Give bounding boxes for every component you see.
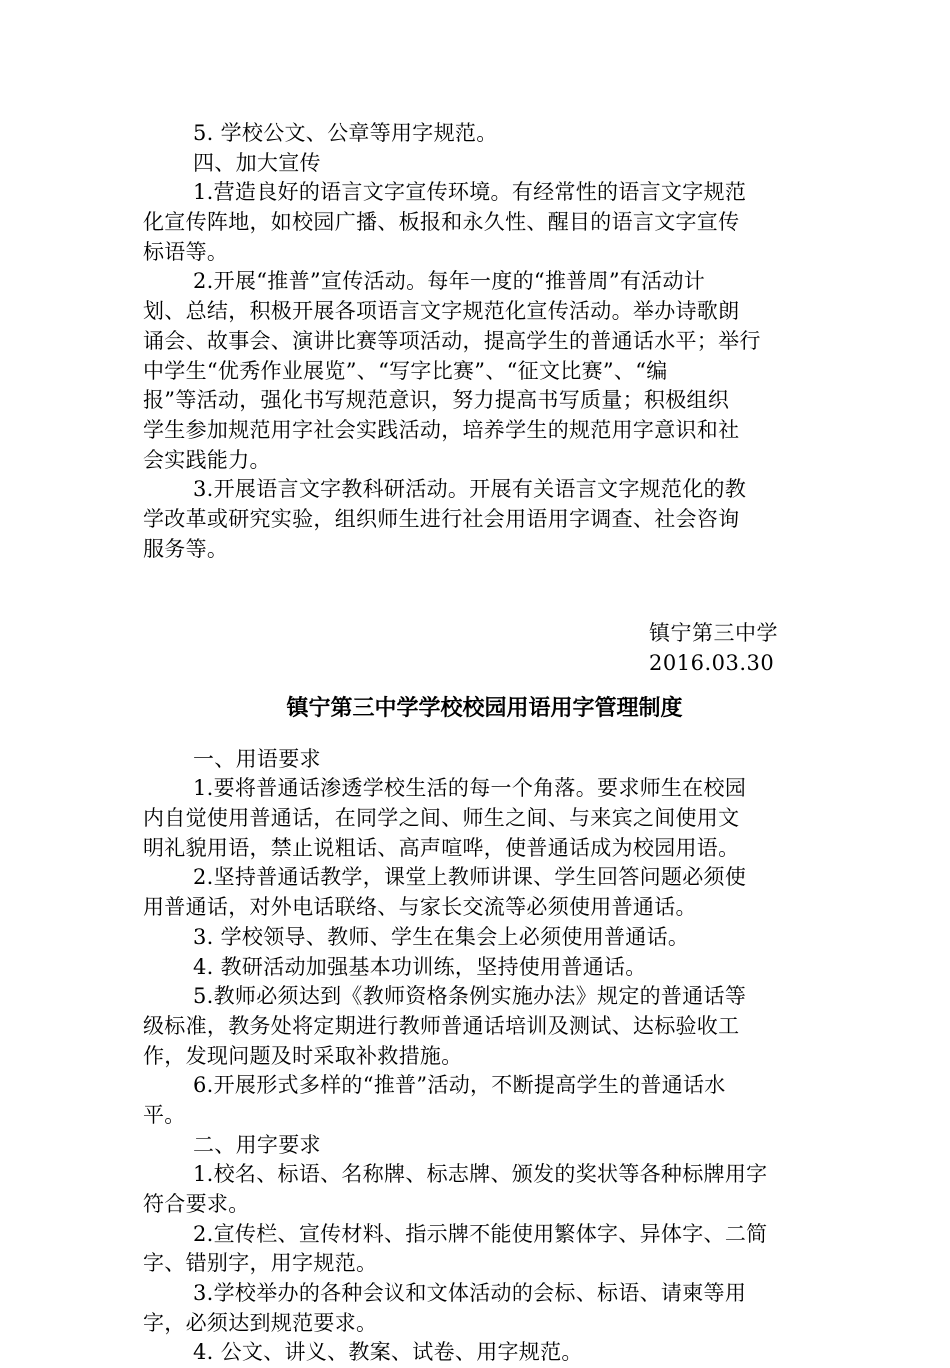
text-line: 3.开展语言文字教科研活动。开展有关语言文字规范化的教 bbox=[193, 477, 747, 502]
text-line: 二、用字要求 bbox=[193, 1132, 321, 1157]
text-line: 5.教师必须达到《教师资格条例实施办法》规定的普通话等 bbox=[193, 984, 747, 1009]
signature-org: 镇宁第三中学 bbox=[649, 621, 778, 646]
section-regulations bbox=[143, 745, 808, 1368]
section-publicity bbox=[143, 119, 808, 564]
text-line: 标语等。 bbox=[143, 239, 229, 264]
text-line: 1.要将普通话渗透学校生活的每一个角落。要求师生在校园 bbox=[193, 776, 747, 801]
text-line: 学生参加规范用字社会实践活动，培养学生的规范用字意识和社 bbox=[143, 417, 740, 442]
text-line: 诵会、故事会、演讲比赛等项活动，提高学生的普通话水平；举行 bbox=[143, 328, 761, 353]
document-content bbox=[143, 119, 808, 1368]
text-line: 3. 学校领导、教师、学生在集会上必须使用普通话。 bbox=[193, 924, 690, 949]
text-line: 学改革或研究实验，组织师生进行社会用语用字调查、社会咨询 bbox=[143, 506, 740, 531]
text-line: 级标准，教务处将定期进行教师普通话培训及测试、达标验收工 bbox=[143, 1013, 740, 1038]
text-line: 2.宣传栏、宣传材料、指示牌不能使用繁体字、异体字、二简 bbox=[193, 1221, 768, 1246]
text-line: 2.坚持普通话教学，课堂上教师讲课、学生回答问题必须使 bbox=[193, 865, 747, 890]
text-line: 2.开展“推普”宣传活动。每年一度的“推普周”有活动计 bbox=[193, 269, 706, 294]
text-line: 会实践能力。 bbox=[143, 447, 271, 472]
text-line: 四、加大宣传 bbox=[193, 150, 321, 175]
text-line: 4. 公文、讲义、教案、试卷、用字规范。 bbox=[193, 1340, 583, 1365]
document-title: 镇宁第三中学学校校园用语用字管理制度 bbox=[286, 695, 683, 721]
signature-block bbox=[143, 619, 808, 678]
text-line: 化宣传阵地，如校园广播、板报和永久性、醒目的语言文字宣传 bbox=[143, 210, 740, 235]
text-line: 字、错别字，用字规范。 bbox=[143, 1251, 378, 1276]
text-line: 1.校名、标语、名称牌、标志牌、颁发的奖状等各种标牌用字 bbox=[193, 1162, 768, 1187]
signature-date: 2016.03.30 bbox=[649, 651, 775, 675]
text-line: 1.营造良好的语言文字宣传环境。有经常性的语言文字规范 bbox=[193, 180, 747, 205]
text-line: 内自觉使用普通话，在同学之间、师生之间、与来宾之间使用文 bbox=[143, 806, 740, 831]
spacer bbox=[143, 564, 808, 619]
text-line: 中学生“优秀作业展览”、“写字比赛”、“征文比赛”、“编 bbox=[143, 358, 668, 383]
text-line: 6.开展形式多样的“推普”活动，不断提高学生的普通话水 bbox=[193, 1073, 726, 1098]
text-line: 明礼貌用语，禁止说粗话、高声喧哗，使普通话成为校园用语。 bbox=[143, 835, 740, 860]
text-line: 作，发现问题及时采取补救措施。 bbox=[143, 1043, 463, 1068]
text-line: 一、用语要求 bbox=[193, 746, 321, 771]
text-line: 3.学校举办的各种会议和文体活动的会标、标语、请柬等用 bbox=[193, 1281, 747, 1306]
text-line: 5. 学校公文、公章等用字规范。 bbox=[193, 121, 498, 145]
text-line: 平。 bbox=[143, 1102, 186, 1127]
text-line: 符合要求。 bbox=[143, 1192, 250, 1216]
text-line: 用普通话，对外电话联络、与家长交流等必须使用普通话。 bbox=[143, 895, 697, 920]
text-line: 报”等活动，强化书写规范意识，努力提高书写质量；积极组织 bbox=[143, 388, 730, 413]
text-line: 字，必须达到规范要求。 bbox=[143, 1310, 378, 1335]
text-line: 4. 教研活动加强基本功训练，坚持使用普通话。 bbox=[193, 954, 647, 979]
text-line: 服务等。 bbox=[143, 536, 229, 561]
text-line: 划、总结，积极开展各项语言文字规范化宣传活动。举办诗歌朗 bbox=[143, 299, 740, 324]
